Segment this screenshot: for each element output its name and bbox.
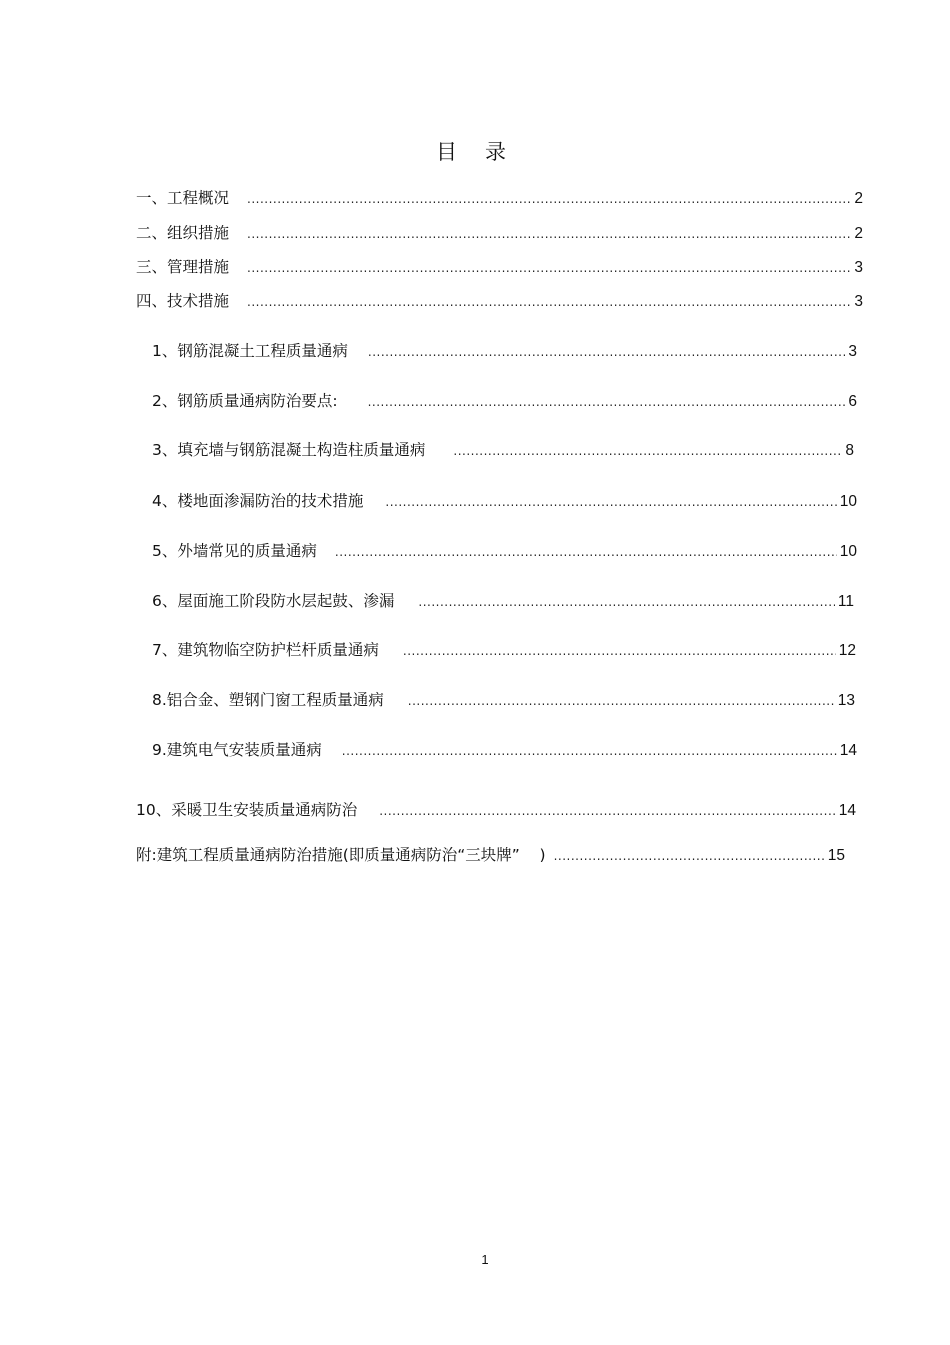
toc-entry-label: 3、填充墙与钢筋混凝土构造柱质量通病 xyxy=(152,441,426,459)
toc-entry[interactable] xyxy=(136,845,845,866)
toc-entry-label: 10、采暖卫生安装质量通病防治 xyxy=(136,801,358,819)
toc-leader-dots xyxy=(379,801,836,821)
toc-leader-dots xyxy=(368,392,846,412)
toc-entry-page: 15 xyxy=(827,847,845,864)
toc-entry[interactable] xyxy=(152,440,854,461)
toc-leader-dots xyxy=(554,846,825,866)
toc-entry-label: 四、技术措施 xyxy=(136,292,230,310)
toc-entry-page: 6 xyxy=(848,393,857,410)
toc-leader-dots xyxy=(368,342,846,362)
toc-entry[interactable] xyxy=(136,800,856,821)
toc-entry-label: 6、屋面施工阶段防水层起鼓、渗漏 xyxy=(152,592,395,610)
toc-entry-page: 14 xyxy=(839,742,857,759)
toc-leader-dots xyxy=(342,741,837,761)
toc-leader-dots xyxy=(247,258,851,278)
toc-entry-page: 10 xyxy=(839,493,857,510)
page-number: 1 xyxy=(481,1252,489,1267)
toc-entry[interactable] xyxy=(136,223,863,244)
toc-entry-label: 4、楼地面渗漏防治的技术措施 xyxy=(152,492,364,510)
toc-entry-label: 7、建筑物临空防护栏杆质量通病 xyxy=(152,641,379,659)
toc-entry-label: 9.建筑电气安装质量通病 xyxy=(152,741,322,759)
toc-entry-label: 8.铝合金、塑钢门窗工程质量通病 xyxy=(152,691,384,709)
toc-entry[interactable] xyxy=(152,640,856,661)
toc-entry-page: 14 xyxy=(838,802,856,819)
toc-entry-page: 12 xyxy=(838,642,856,659)
toc-leader-dots xyxy=(453,441,842,461)
toc-entry[interactable] xyxy=(136,257,863,278)
toc-entry-page: 2 xyxy=(854,190,863,207)
toc-leader-dots xyxy=(247,292,851,312)
toc-entry-page: 2 xyxy=(854,225,863,242)
toc-entry[interactable] xyxy=(152,391,857,412)
toc-entry[interactable] xyxy=(136,188,863,209)
toc-entry[interactable] xyxy=(152,491,857,512)
toc-leader-dots xyxy=(408,691,835,711)
toc-leader-dots xyxy=(247,224,851,244)
toc-title: 目录 xyxy=(436,140,534,164)
toc-entry-page: 8 xyxy=(845,442,854,459)
toc-leader-dots xyxy=(385,492,836,512)
toc-entry-label: 2、钢筋质量通病防治要点: xyxy=(152,392,338,410)
toc-entry[interactable] xyxy=(152,740,857,761)
toc-entry-label: 附:建筑工程质量通病防治措施(即质量通病防治“三块牌” ) xyxy=(136,846,546,864)
toc-entry-page: 10 xyxy=(839,543,857,560)
toc-entry[interactable] xyxy=(152,341,857,362)
toc-leader-dots xyxy=(247,189,851,209)
toc-leader-dots xyxy=(403,641,836,661)
toc-entry-page: 3 xyxy=(848,343,857,360)
toc-entry-label: 二、组织措施 xyxy=(136,224,230,242)
toc-entry-label: 5、外墙常见的质量通病 xyxy=(152,542,317,560)
toc-leader-dots xyxy=(418,592,835,612)
toc-leader-dots xyxy=(335,542,837,562)
toc-entry-label: 1、钢筋混凝土工程质量通病 xyxy=(152,342,348,360)
toc-entry[interactable] xyxy=(152,541,857,562)
toc-entry[interactable] xyxy=(152,690,855,711)
toc-entry-label: 三、管理措施 xyxy=(136,258,230,276)
toc-entry-page: 3 xyxy=(854,259,863,276)
toc-entry-page: 13 xyxy=(837,692,855,709)
toc-entry[interactable] xyxy=(136,291,863,312)
toc-entry-label: 一、工程概况 xyxy=(136,189,230,207)
toc-entry-page: 11 xyxy=(837,593,854,610)
toc-entry-page: 3 xyxy=(854,293,863,310)
toc-entry[interactable] xyxy=(152,591,854,612)
